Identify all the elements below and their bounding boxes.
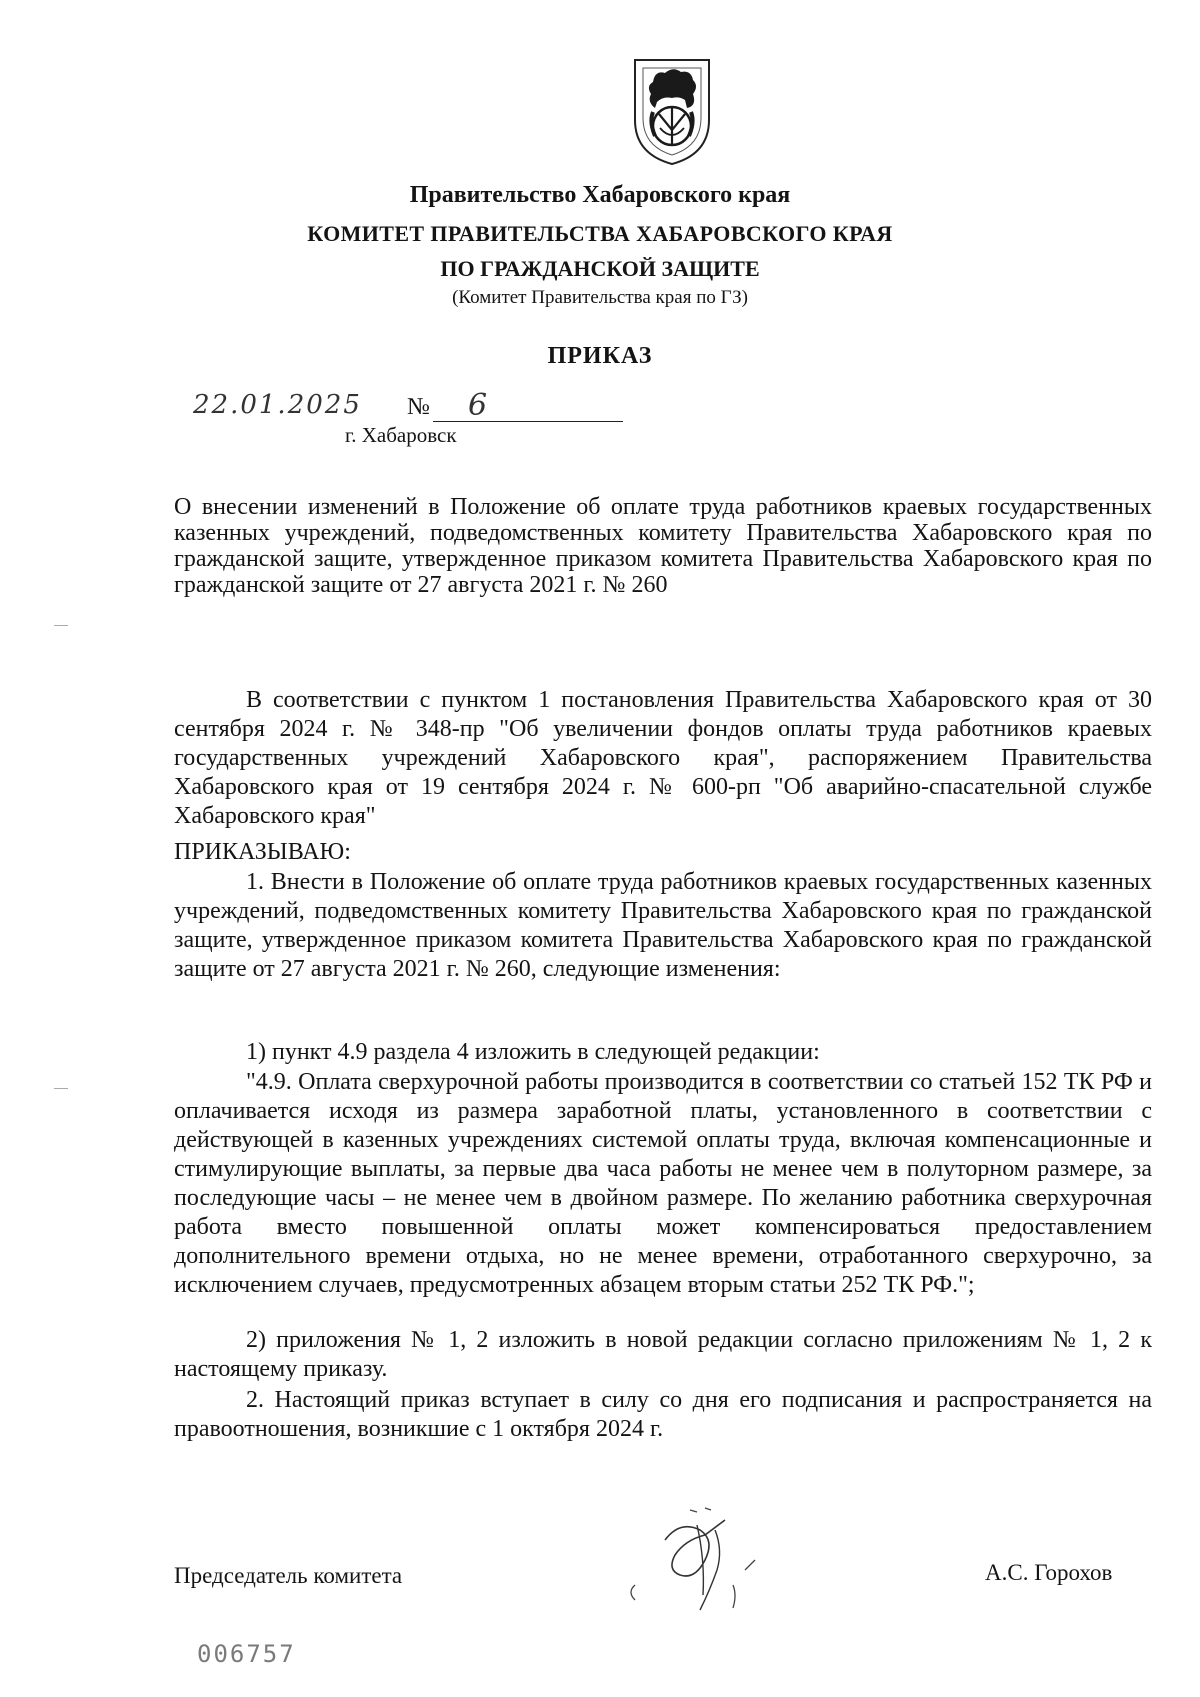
item-1-subitem-2: 2) приложения № 1, 2 изложить в новой редакции согласно приложениям № 1, 2 к настоящему приказу.: [174, 1327, 1152, 1382]
document-title: О внесении изменений в Положение об оплате труда работников краевых государственных казенных учреждений, подведомственных комитету Правительства Хабаровского края по гражданской защите, утвержденное приказом комитета Правительства Хабаровского края по гражданской защите от 27 августа 2021 г. № 260: [174, 494, 1152, 598]
number-label: №: [407, 394, 430, 420]
item-1-quote: "4.9. Оплата сверхурочной работы производится в соответствии со статьей 152 ТК РФ и оплачивается исходя из размера заработной платы, установленного в соответствии с действующей в казенных учреждениях системой оплаты труда, включая компенсационные и стимулирующие выплаты, за первые два часа работы не менее чем в полуторном размере, за последующие часы – не менее чем в двойном размере. По желанию работника сверхурочная работа вместо повышенной оплаты может компенсироваться предоставлением дополнительного времени отдыха, но не менее времени, отработанного сверхурочно, за исключением случаев, предусмотренных абзацем вторым статьи 252 ТК РФ.";: [174, 1069, 1152, 1298]
committee-short-name: (Комитет Правительства края по ГЗ): [452, 287, 748, 308]
coat-of-arms-icon: [629, 56, 715, 168]
item-2: 2. Настоящий приказ вступает в силу со дня его подписания и распространяется на правоотношения, возникшие с 1 октября 2024 г.: [174, 1387, 1152, 1442]
handwritten-number: 6: [468, 388, 488, 423]
item-1: 1. Внести в Положение об оплате труда работников краевых государственных казенных учреждений, подведомственных комитету Правительства Хабаровского края по гражданской защите, утвержденное приказом комитета Правительства Хабаровского края по гражданской защите от 27 августа 2021 г. № 260, следующие изменения:: [174, 869, 1152, 982]
order-word: ПРИКАЗЫВАЮ:: [174, 839, 351, 865]
document-type: ПРИКАЗ: [547, 343, 653, 369]
basis-paragraph: В соответствии с пунктом 1 постановления Правительства Хабаровского края от 30 сентября 2024 г. № 348-пр "Об увеличении фондов оплаты труда работников краевых государственных учреждений Хабаровского края", распоряжением Правительства Хабаровского края от 19 сентября 2024 г. № 600-рп "Об аварийно-спасательной службе Хабаровского края": [174, 687, 1152, 829]
item-1-subitem-1: 1) пункт 4.9 раздела 4 изложить в следующей редакции:: [246, 1039, 820, 1065]
scan-artifact: [54, 1088, 68, 1089]
signatory-name: А.С. Горохов: [985, 1560, 1113, 1585]
handwritten-date: 22.01.2025: [193, 390, 362, 420]
government-name: Правительство Хабаровского края: [409, 182, 791, 208]
scan-artifact: [54, 625, 68, 626]
number-underline: [433, 421, 623, 422]
committee-name-line1: КОМИТЕТ ПРАВИТЕЛЬСТВА ХАБАРОВСКОГО КРАЯ: [307, 221, 893, 246]
city: г. Хабаровск: [345, 423, 457, 447]
registration-stamp-number: 006757: [197, 1640, 296, 1668]
committee-name-line2: ПО ГРАЖДАНСКОЙ ЗАЩИТЕ: [440, 256, 760, 281]
signatory-position: Председатель комитета: [174, 1563, 403, 1588]
handwritten-signature: [605, 1500, 795, 1630]
